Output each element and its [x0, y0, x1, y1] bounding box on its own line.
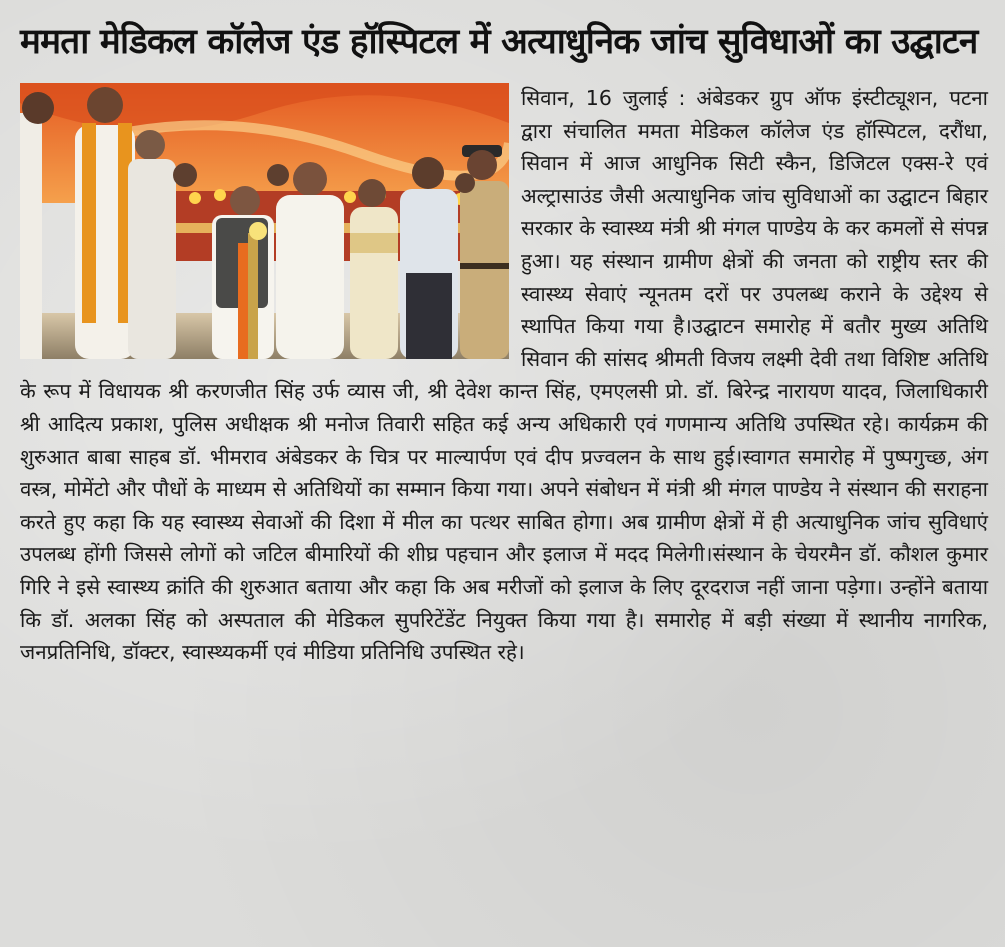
article-headline: ममता मेडिकल कॉलेज एंड हॉस्पिटल में अत्याधुनिक जांच सुविधाओं का उद्घाटन: [20, 22, 978, 62]
article-body-column: [20, 82, 988, 669]
article-body-text: सिवान, 16 जुलाई : अंबेडकर ग्रुप ऑफ इंस्टीट्यूशन, पटना द्वारा संचालित ममता मेडिकल कॉलेज एंड हॉस्पिटल, दरौंधा, सिवान में आज आधुनिक सिटी स्कैन, डिजिटल एक्स-रे एवं अल्ट्रासाउंड जैसी अत्याधुनिक जांच सुविधाओं का उद्घाटन बिहार सरकार के स्वास्थ्य मंत्री श्री मंगल पाण्डेय के कर कमलों से संपन्न हुआ। यह संस्थान ग्रामीण क्षेत्रों की जनता को राष्ट्रीय स्तर की स्वास्थ्य सेवाएं न्यूनतम दरों पर उपलब्ध कराने के उद्देश्य से स्थापित किया गया है।उद्घाटन समारोह में बतौर मुख्य अतिथि सिवान की सांसद श्रीमती विजय लक्ष्मी देवी तथा विशिष्ट अतिथि के रूप में विधायक श्री करणजीत सिंह उर्फ व्यास जी, श्री देवेश कान्त सिंह, एमएलसी प्रो. डॉ. बिरेन्द्र नारायण यादव, जिलाधिकारी श्री आदित्य प्रकाश, पुलिस अधीक्षक श्री मनोज तिवारी सहित कई अन्य अधिकारी एवं गणमान्य अतिथि उपस्थित रहे। कार्यक्रम की शुरुआत बाबा साहब डॉ. भीमराव अंबेडकर के चित्र पर माल्यार्पण एवं दीप प्रज्वलन के साथ हुई।स्वागत समारोह में पुष्पगुच्छ, अंग वस्त्र, मोमेंटो और पौधों के माध्यम से अतिथियों का सम्मान किया गया। अपने संबोधन में मंत्री श्री मंगल पाण्डेय ने संस्थान की सराहना करते हुए कहा कि यह स्वास्थ्य सेवाओं की दिशा में मील का पत्थर साबित होगा। अब ग्रामीण क्षेत्रों में ही अत्याधुनिक जांच सुविधाएं उपलब्ध होंगी जिससे लोगों को जटिल बीमारियों की शीघ्र पहचान और इलाज में मदद मिलेगी।संस्थान के चेयरमैन डॉ. कौशल कुमार गिरि ने इसे स्वास्थ्य क्रांति की शुरुआत बताया और कहा कि अब मरीजों को इलाज के लिए दूरदराज नहीं जाना पड़ेगा। उन्होंने बताया कि डॉ. अलका सिंह को अस्पताल की मेडिकल सुपरिटेंडेंट नियुक्त किया गया है। समारोह में बड़ी संख्या में स्थानीय नागरिक, जनप्रतिनिधि, डॉक्टर, स्वास्थ्यकर्मी एवं मीडिया प्रतिनिधि उपस्थित रहे।: [20, 86, 988, 665]
photo-wrap-spacer: [20, 82, 521, 364]
